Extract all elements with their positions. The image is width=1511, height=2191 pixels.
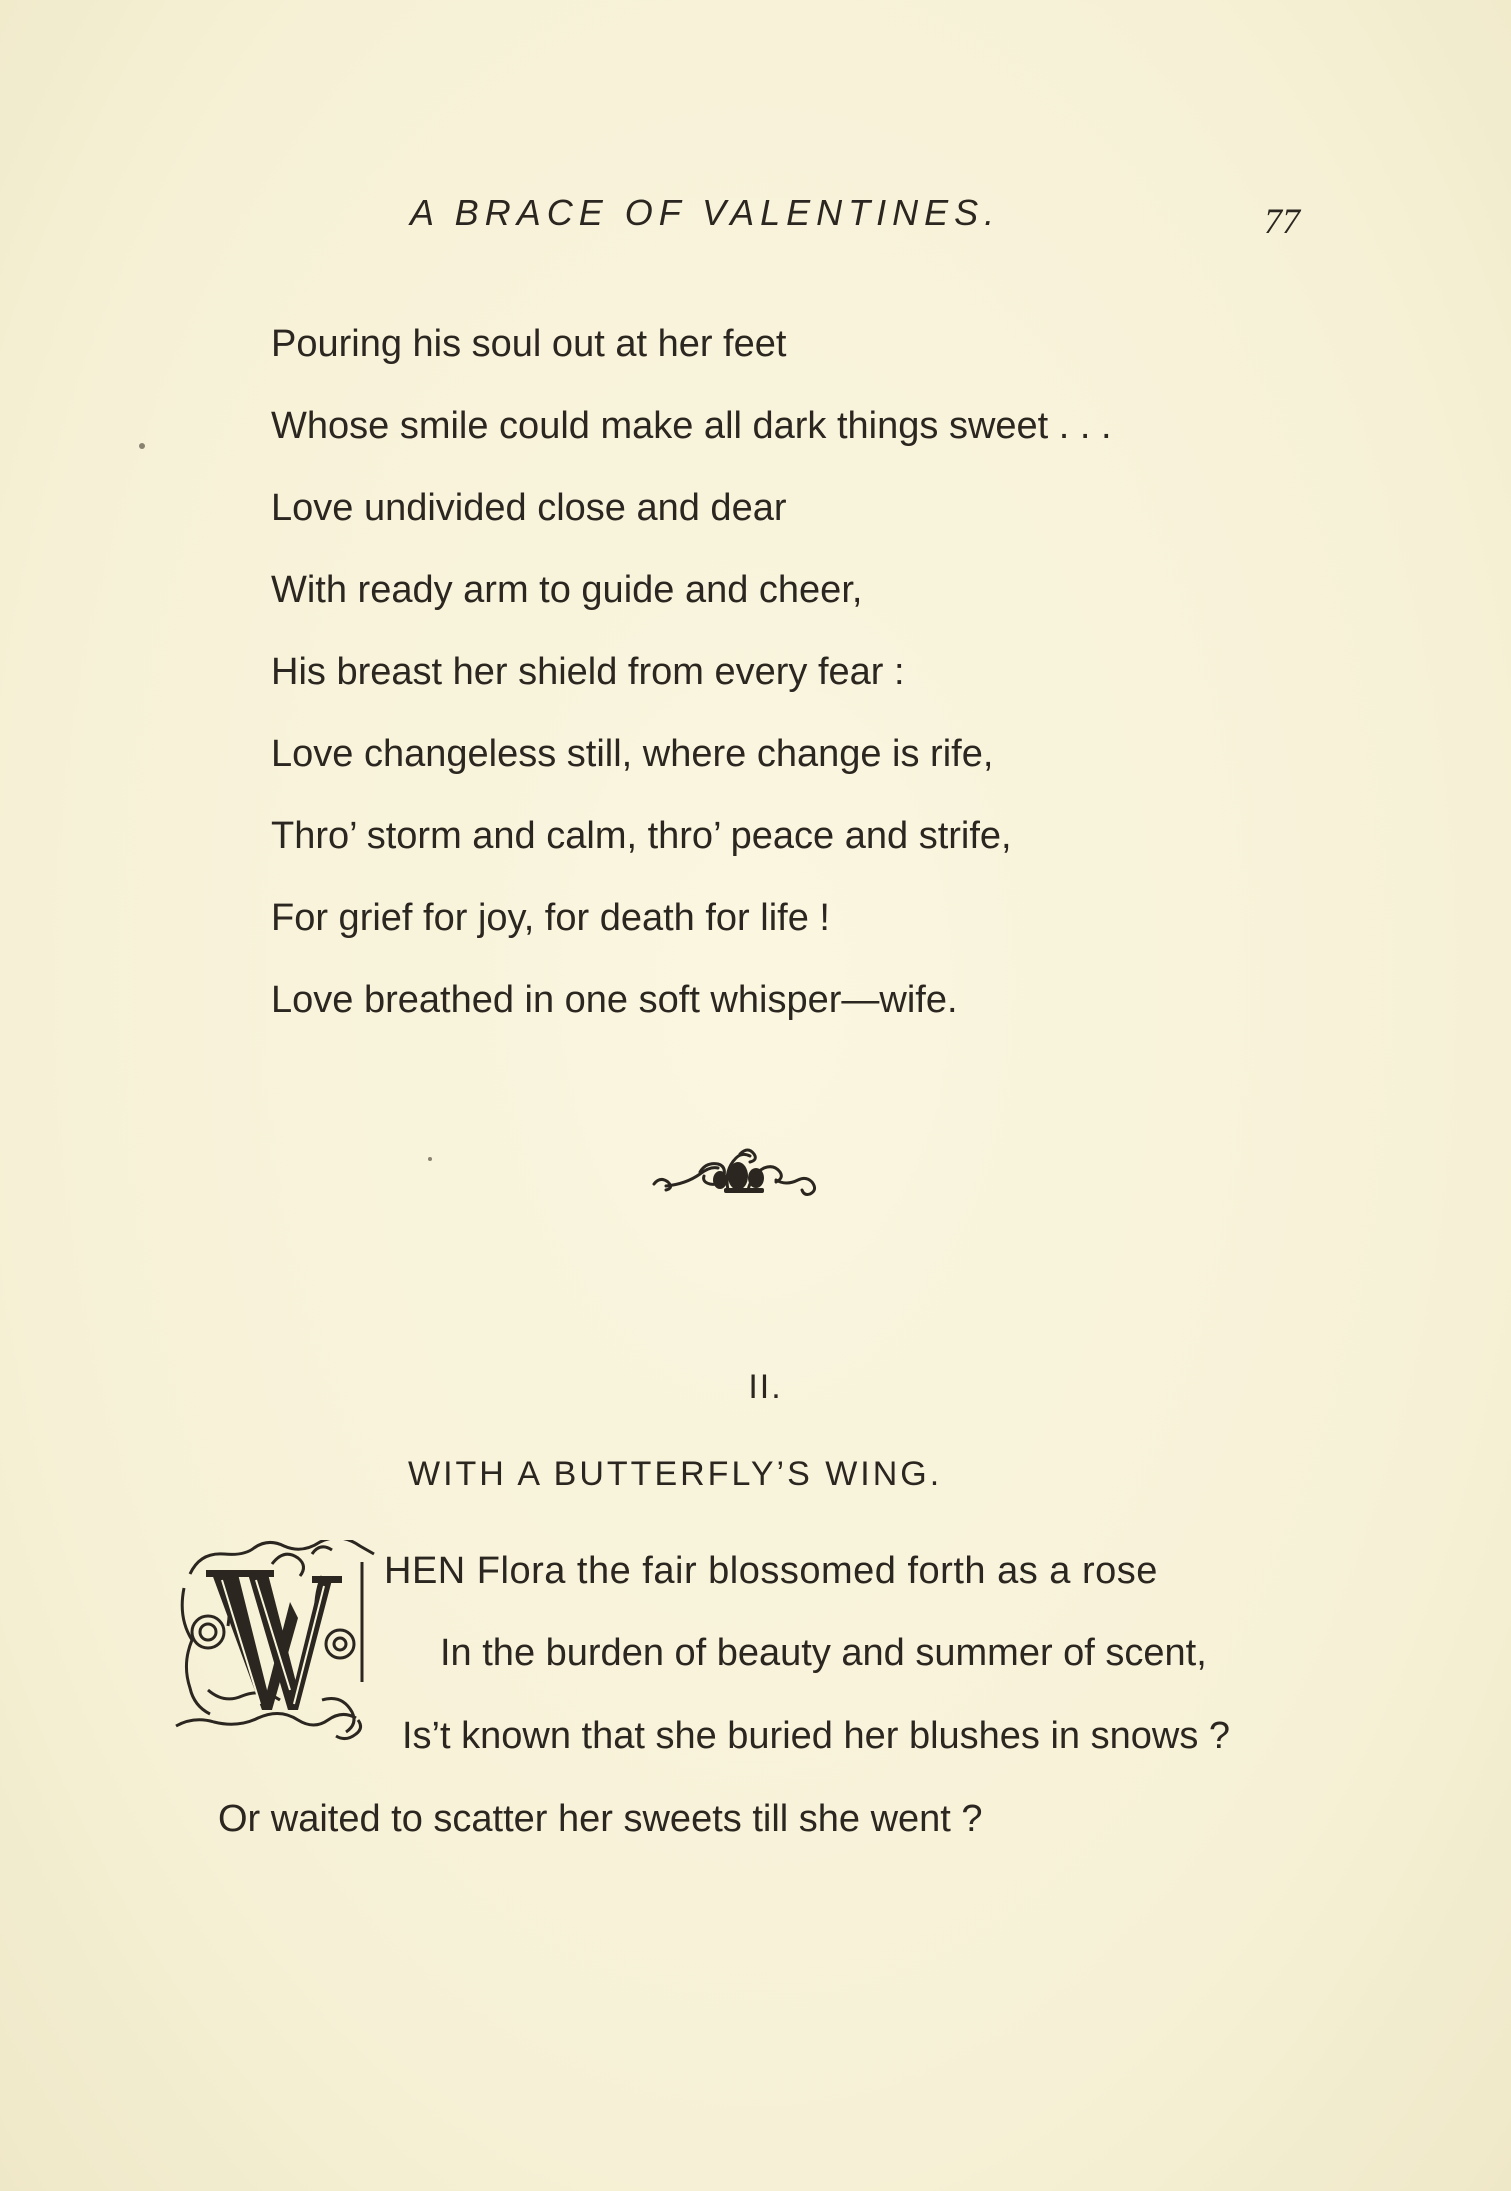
paper-speck [139, 443, 145, 449]
verse-line: Love changeless still, where change is rife, [271, 733, 994, 775]
verse-line: Thro’ storm and calm, thro’ peace and strife, [271, 815, 1012, 857]
verse-stanza [271, 318, 1112, 1056]
section-number: II. [748, 1368, 783, 1406]
fleuron-ornament-icon [648, 1142, 828, 1202]
poem-line: HEN Flora the fair blossomed forth as a rose [384, 1550, 1158, 1592]
running-head: A BRACE OF VALENTINES. [410, 192, 1001, 233]
verse-line: With ready arm to guide and cheer, [271, 569, 863, 611]
paper-speck [428, 1157, 432, 1161]
section-title: WITH A BUTTERFLY’S WING. [408, 1455, 943, 1493]
verse-line: Pouring his soul out at her feet [271, 323, 787, 365]
page-number: 77 [1264, 201, 1300, 241]
verse-line: For grief for joy, for death for life ! [271, 897, 830, 939]
poem-line: Or waited to scatter her sweets till she went ? [218, 1798, 983, 1840]
poem-line: Is’t known that she buried her blushes in snows ? [402, 1715, 1231, 1757]
verse-line: Whose smile could make all dark things sweet . . . [271, 405, 1112, 447]
poem-line: In the burden of beauty and summer of scent, [440, 1632, 1207, 1674]
decorated-initial-w-icon [172, 1540, 382, 1764]
verse-line: His breast her shield from every fear : [271, 651, 905, 693]
verse-line: Love breathed in one soft whisper—wife. [271, 979, 958, 1021]
verse-line: Love undivided close and dear [271, 487, 787, 529]
